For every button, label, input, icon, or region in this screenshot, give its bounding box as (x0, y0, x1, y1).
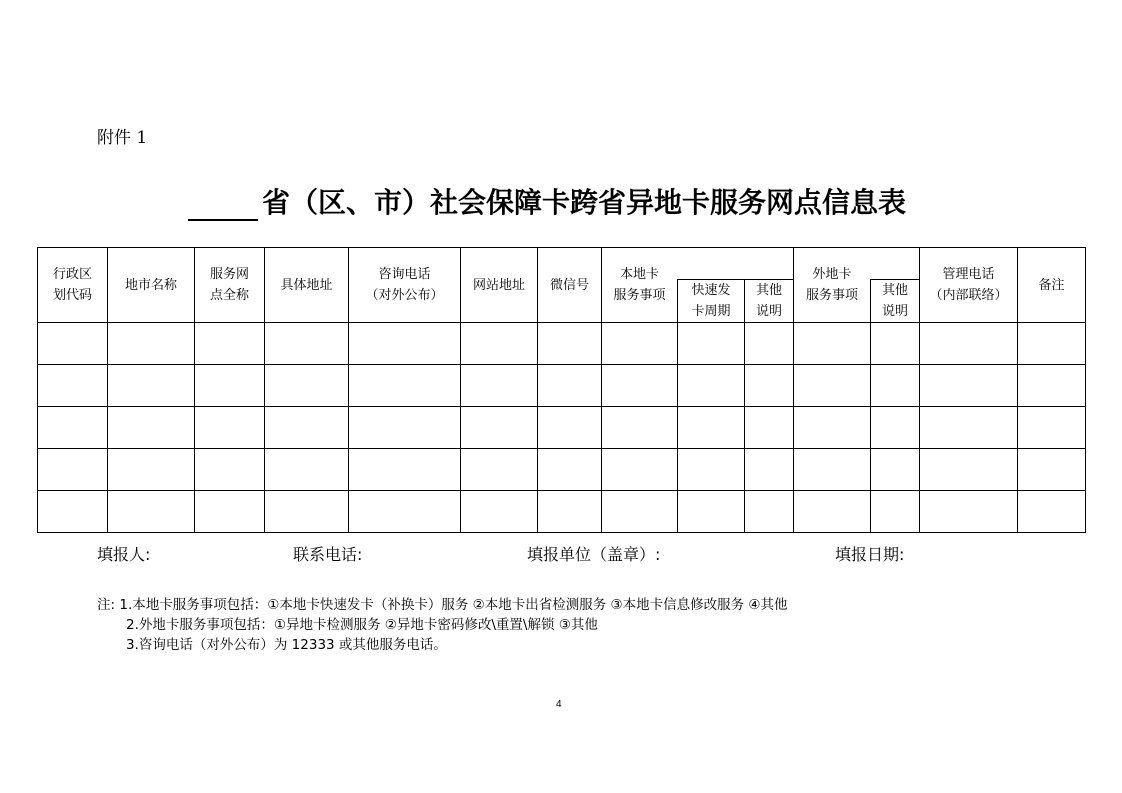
table-cell[interactable] (920, 407, 1018, 449)
table-cell[interactable] (745, 407, 794, 449)
table-body (38, 323, 1086, 533)
header-label: 服务网 点全称 (209, 267, 249, 303)
header-label: 其他 说明 (755, 283, 782, 319)
header-label: 行政区 划代码 (52, 267, 92, 303)
header-remote-card (794, 248, 871, 323)
footer-filler: 填报人: (97, 545, 151, 564)
page-title (188, 181, 906, 221)
header-label: 网站地址 (472, 277, 525, 293)
footer-phone: 联系电话: (293, 545, 363, 564)
table-cell[interactable] (920, 491, 1018, 533)
header-remarks (1018, 248, 1086, 323)
table-cell[interactable] (678, 365, 745, 407)
table-cell[interactable] (602, 323, 678, 365)
table-cell[interactable] (38, 491, 108, 533)
table-cell[interactable] (1018, 323, 1086, 365)
table-row (38, 491, 1086, 533)
header-label: 备注 (1038, 277, 1065, 293)
note-line-1 (97, 595, 788, 615)
header-website (461, 248, 538, 323)
table-cell[interactable] (745, 323, 794, 365)
table-cell[interactable] (678, 323, 745, 365)
table-cell[interactable] (602, 491, 678, 533)
note-line-2: 2.外地卡服务事项包括：①异地卡检测服务 ②异地卡密码修改\重置\解锁 ③其他 (126, 617, 598, 633)
table-cell[interactable] (195, 449, 265, 491)
table-cell[interactable] (38, 449, 108, 491)
table-cell[interactable] (602, 407, 678, 449)
table-cell[interactable] (745, 449, 794, 491)
header-label: 快速发 卡周期 (691, 283, 731, 319)
service-outlet-table (37, 247, 1086, 533)
note-prefix: 注: (97, 597, 116, 613)
note-text: 1.本地卡服务事项包括：①本地卡快速发卡（补换卡）服务 ②本地卡出省检测服务 ③本地卡信息修改服务 ④其他 (119, 597, 788, 613)
title-text: 省（区、市）社会保障卡跨省异地卡服务网点信息表 (262, 186, 907, 219)
table-cell[interactable] (349, 491, 461, 533)
header-local-card (602, 248, 678, 323)
table-cell[interactable] (871, 365, 920, 407)
table-cell[interactable] (461, 365, 538, 407)
table-cell[interactable] (538, 365, 602, 407)
table-cell[interactable] (108, 365, 195, 407)
table-cell[interactable] (538, 491, 602, 533)
table-cell[interactable] (678, 407, 745, 449)
table-cell[interactable] (461, 491, 538, 533)
province-blank (188, 191, 258, 221)
table-cell[interactable] (794, 323, 871, 365)
table-cell[interactable] (265, 449, 349, 491)
table-cell[interactable] (265, 365, 349, 407)
table-cell[interactable] (871, 407, 920, 449)
table-cell[interactable] (871, 449, 920, 491)
table-row (38, 365, 1086, 407)
table-cell[interactable] (794, 449, 871, 491)
attachment-label: 附件 1 (97, 128, 148, 148)
table-cell[interactable] (38, 365, 108, 407)
table-cell[interactable] (461, 323, 538, 365)
table-cell[interactable] (461, 449, 538, 491)
header-wechat (538, 248, 602, 323)
table-cell[interactable] (265, 323, 349, 365)
table-cell[interactable] (195, 407, 265, 449)
header-remote-other (871, 280, 920, 323)
table-cell[interactable] (265, 491, 349, 533)
table-cell[interactable] (349, 407, 461, 449)
notes-block (97, 595, 788, 655)
table-row (38, 323, 1086, 365)
header-local-other (745, 280, 794, 323)
header-city-name (108, 248, 195, 323)
header-mgmt-phone (920, 248, 1018, 323)
header-label: 咨询电话 （对外公布） (365, 267, 444, 303)
header-hotline (349, 248, 461, 323)
table-cell[interactable] (794, 491, 871, 533)
table-cell[interactable] (349, 323, 461, 365)
header-label: 本地卡 服务事项 (613, 267, 666, 303)
table-cell[interactable] (678, 449, 745, 491)
table-cell[interactable] (678, 491, 745, 533)
footer-date: 填报日期: (835, 545, 905, 564)
table-cell[interactable] (1018, 407, 1086, 449)
table-cell[interactable] (38, 323, 108, 365)
table-cell[interactable] (349, 449, 461, 491)
table-cell[interactable] (871, 323, 920, 365)
note-line-3: 3.咨询电话（对外公布）为 12333 或其他服务电话。 (126, 637, 447, 653)
table-cell[interactable] (349, 365, 461, 407)
table-cell[interactable] (108, 323, 195, 365)
table-cell[interactable] (108, 407, 195, 449)
table-cell[interactable] (195, 323, 265, 365)
header-label: 地市名称 (124, 277, 177, 293)
header-region-code (38, 248, 108, 323)
table-cell[interactable] (745, 365, 794, 407)
table-cell[interactable] (195, 365, 265, 407)
footer-unit: 填报单位（盖章）: (527, 545, 661, 564)
table-cell[interactable] (602, 365, 678, 407)
header-remote-card-top (871, 248, 920, 280)
header-label: 具体地址 (280, 277, 333, 293)
header-outlet-name (195, 248, 265, 323)
table-cell[interactable] (602, 449, 678, 491)
table-row (38, 407, 1086, 449)
header-local-card-top (678, 248, 794, 280)
table-cell[interactable] (108, 449, 195, 491)
table-cell[interactable] (265, 407, 349, 449)
table-cell[interactable] (871, 491, 920, 533)
table-cell[interactable] (38, 407, 108, 449)
table-cell[interactable] (1018, 449, 1086, 491)
table-cell[interactable] (920, 449, 1018, 491)
table-cell[interactable] (538, 323, 602, 365)
table-cell[interactable] (920, 323, 1018, 365)
table-cell[interactable] (794, 407, 871, 449)
table-cell[interactable] (1018, 365, 1086, 407)
table-cell[interactable] (1018, 491, 1086, 533)
table-row (38, 449, 1086, 491)
header-fast-card-cycle (678, 280, 745, 323)
table-cell[interactable] (195, 491, 265, 533)
table-cell[interactable] (538, 449, 602, 491)
header-label: 其他 说明 (881, 283, 908, 319)
header-label: 微信号 (549, 277, 589, 293)
table-cell[interactable] (461, 407, 538, 449)
page-number: 4 (556, 699, 562, 710)
header-label: 管理电话 （内部联络） (929, 267, 1008, 303)
table-cell[interactable] (920, 365, 1018, 407)
table-cell[interactable] (108, 491, 195, 533)
table-cell[interactable] (745, 491, 794, 533)
header-address (265, 248, 349, 323)
header-label: 外地卡 服务事项 (805, 267, 858, 303)
table-cell[interactable] (794, 365, 871, 407)
table-cell[interactable] (538, 407, 602, 449)
